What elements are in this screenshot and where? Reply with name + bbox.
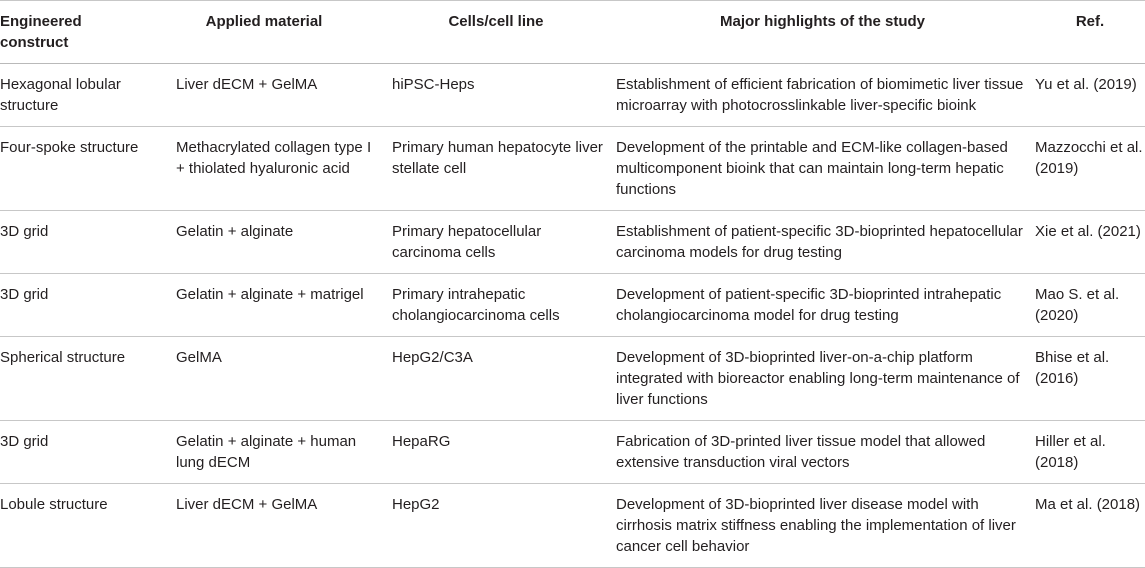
cell-ref: Mao S. et al. (2020) (1035, 274, 1145, 337)
table-row (0, 211, 1145, 274)
cell-construct: 3D grid (0, 421, 146, 484)
table-row (0, 127, 1145, 211)
table-row (0, 274, 1145, 337)
header-cells: Cells/cell line (382, 1, 610, 64)
header-engineered-construct: Engineered construct (0, 1, 146, 64)
cell-construct: 3D grid (0, 274, 146, 337)
table-row (0, 64, 1145, 127)
cell-ref: Ma et al. (2018) (1035, 484, 1145, 568)
cell-ref: Xie et al. (2021) (1035, 211, 1145, 274)
cell-construct: Hexagonal lobular structure (0, 64, 146, 127)
cell-highlights: Establishment of patient-specific 3D-bioprinted hepatocellular carcinoma models for drug testing (610, 211, 1035, 274)
cell-material: Gelatin + alginate + matrigel (146, 274, 382, 337)
cell-highlights: Development of 3D-bioprinted liver disease model with cirrhosis matrix stiffness enabling the implementation of liver cancer cell behavior (610, 484, 1035, 568)
cell-highlights: Development of patient-specific 3D-bioprinted intrahepatic cholangiocarcinoma model for drug testing (610, 274, 1035, 337)
cell-construct: Spherical structure (0, 337, 146, 421)
cell-cells: HepaRG (382, 421, 610, 484)
header-applied-material: Applied material (146, 1, 382, 64)
cell-highlights: Establishment of efficient fabrication of biomimetic liver tissue microarray with photocrosslinkable liver-specific bioink (610, 64, 1035, 127)
cell-material: Liver dECM + GelMA (146, 484, 382, 568)
cell-material: Gelatin + alginate + human lung dECM (146, 421, 382, 484)
header-ref: Ref. (1035, 1, 1145, 64)
cell-material: Gelatin + alginate (146, 211, 382, 274)
cell-highlights: Fabrication of 3D-printed liver tissue model that allowed extensive transduction viral vectors (610, 421, 1035, 484)
cell-construct: 3D grid (0, 211, 146, 274)
cell-cells: hiPSC-Heps (382, 64, 610, 127)
cell-construct: Lobule structure (0, 484, 146, 568)
table-header-row (0, 1, 1145, 64)
cell-highlights: Development of the printable and ECM-like collagen-based multicomponent bioink that can maintain long-term hepatic functions (610, 127, 1035, 211)
cell-cells: Primary hepatocellular carcinoma cells (382, 211, 610, 274)
cell-ref: Mazzocchi et al. (2019) (1035, 127, 1145, 211)
cell-ref: Hiller et al. (2018) (1035, 421, 1145, 484)
cell-ref: Yu et al. (2019) (1035, 64, 1145, 127)
cell-material: Liver dECM + GelMA (146, 64, 382, 127)
cell-construct: Four-spoke structure (0, 127, 146, 211)
table-row (0, 484, 1145, 568)
cell-ref: Bhise et al. (2016) (1035, 337, 1145, 421)
cell-cells: HepG2 (382, 484, 610, 568)
table-row (0, 421, 1145, 484)
header-highlights: Major highlights of the study (610, 1, 1035, 64)
table-row (0, 337, 1145, 421)
cell-cells: HepG2/C3A (382, 337, 610, 421)
cell-material: Methacrylated collagen type I + thiolated hyaluronic acid (146, 127, 382, 211)
cell-highlights: Development of 3D-bioprinted liver-on-a-chip platform integrated with bioreactor enabling long-term maintenance of liver functions (610, 337, 1035, 421)
cell-cells: Primary human hepatocyte liver stellate cell (382, 127, 610, 211)
cell-material: GelMA (146, 337, 382, 421)
cell-cells: Primary intrahepatic cholangiocarcinoma cells (382, 274, 610, 337)
